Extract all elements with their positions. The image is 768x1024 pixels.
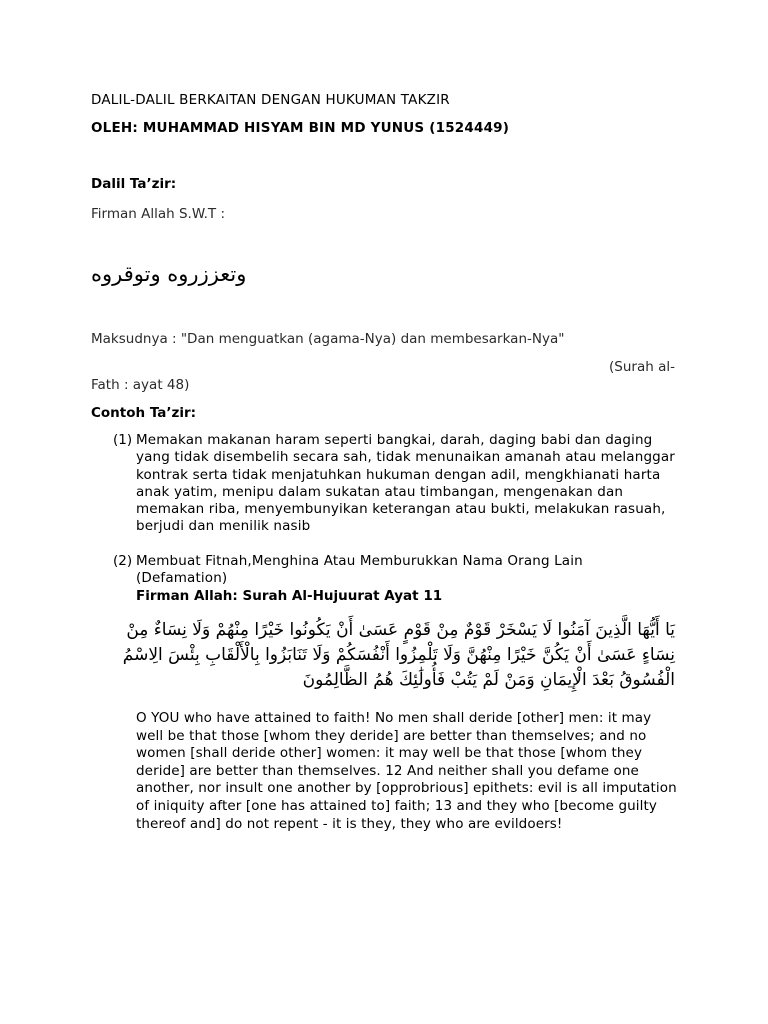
list-item-subtitle: Firman Allah: Surah Al-Hujuurat Ayat 11 [136, 588, 443, 604]
document-title: DALIL-DALIL BERKAITAN DENGAN HUKUMAN TAKZIR [91, 92, 450, 108]
dalil-heading: Dalil Ta’zir: [91, 176, 177, 192]
contoh-heading: Contoh Ta’zir: [91, 405, 197, 421]
arabic-verse: وتعززروه وتوقروه [91, 262, 247, 286]
list-item-number: (2) [113, 553, 133, 569]
document-author: OLEH: MUHAMMAD HISYAM BIN MD YUNUS (1524449) [91, 120, 510, 136]
verse-reference-part2: Fath : ayat 48) [91, 377, 190, 393]
arabic-verse-line: الْفُسُوقُ بَعْدَ الْإِيمَانِ وَمَنْ لَمْ يَتُبْ فَأُولَٰئِكَ هُمُ الظَّالِمُونَ [302, 670, 675, 690]
list-item-title: Membuat Fitnah,Menghina Atau Memburukkan Nama Orang Lain (Defamation) [136, 553, 583, 587]
list-item-number: (1) [113, 432, 133, 448]
firman-intro: Firman Allah S.W.T : [91, 206, 226, 222]
arabic-verse-line: يَا أَيُّهَا الَّذِينَ آمَنُوا لَا يَسْخَرْ قَوْمٌ مِنْ قَوْمٍ عَسَىٰ أَنْ يَكُونُوا خَيْرًا مِنْهُمْ وَلَا نِسَاءٌ مِنْ [126, 620, 675, 640]
verse-reference-part1: (Surah al- [609, 359, 675, 375]
list-item-text: Memakan makanan haram seperti bangkai, darah, daging babi dan daging yang tidak disembelih secara sah, tidak menunaikan amanah atau melanggar kontrak serta tidak menjatuhkan hukuman dengan adil, mengkhianati harta anak yatim, menipu dalam sukatan atau timbangan, mengenakan dan memakan riba, menyembunyikan keterangan atau bukti, melakukan rasuah, berjudi dan menilik nasib [136, 432, 676, 535]
arabic-verse-line: نِسَاءٍ عَسَىٰ أَنْ يَكُنَّ خَيْرًا مِنْهُنَّ وَلَا تَلْمِزُوا أَنْفُسَكُمْ وَلَا تَنَابَزُوا بِالْأَلْقَابِ بِئْسَ الِاسْمُ [122, 645, 675, 665]
verse-translation: O YOU who have attained to faith! No men shall deride [other] men: it may well be that those [whom they deride] are better than themselves; and no women [shall deride other] women: it may well be that those [whom they deride] are better than themselves. 12 And neither shall you defame one another, nor insult one another by [opprobrious] epithets: evil is all imputation of iniquity after [one has attained to] faith; 13 and they who [become guilty thereof and] do not repent - it is they, they who are evildoers! [136, 710, 677, 832]
verse-meaning: Maksudnya : "Dan menguatkan (agama-Nya) dan membesarkan-Nya" [91, 331, 565, 347]
